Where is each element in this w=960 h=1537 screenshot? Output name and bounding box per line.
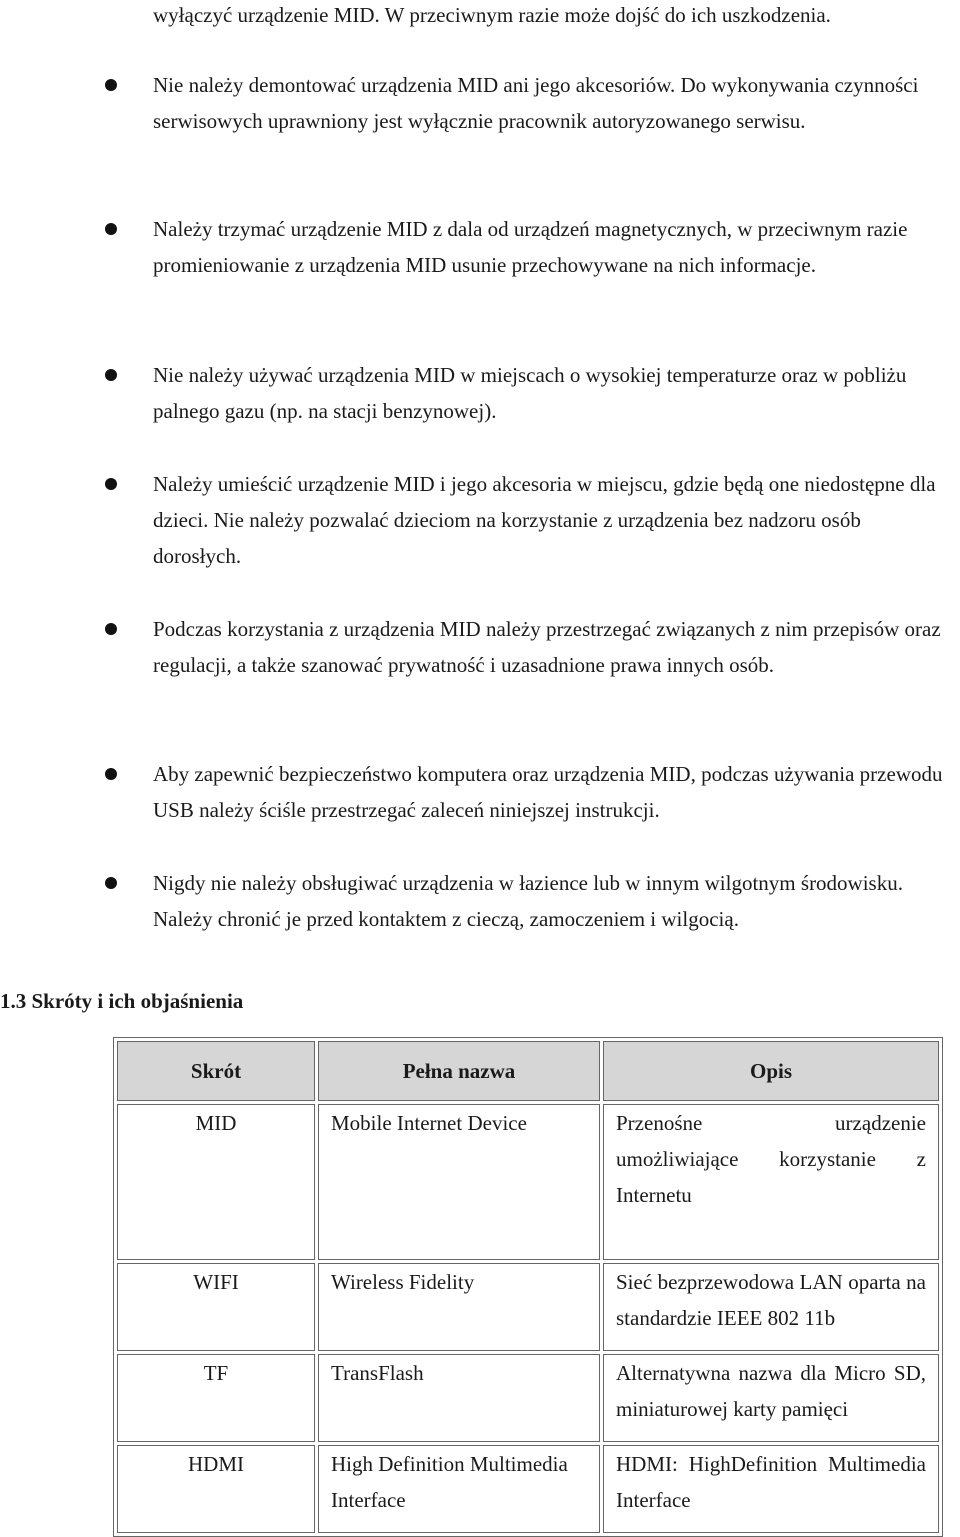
table-row [117,1354,939,1442]
bullet-dot-icon [105,223,117,235]
bullet-dot-icon [105,478,117,490]
list-item-text: Należy umieścić urządzenie MID i jego akcesoria w miejscu, gdzie będą one niedostępne dla dzieci. Nie należy pozwalać dzieciom na korzystanie z urządzenia bez nadzoru osób dorosłych. [153,472,936,568]
bullet-dot-icon [105,768,117,780]
cell-abbreviation: WIFI [117,1263,315,1351]
list-item-text: Nie należy używać urządzenia MID w miejscach o wysokiej temperaturze oraz w pobliżu palnego gazu (np. na stacji benzynowej). [153,363,907,423]
list-item-text: Nigdy nie należy obsługiwać urządzenia w łazience lub w innym wilgotnym środowisku. Należy chronić je przed kontaktem z cieczą, zamoczeniem i wilgocią. [153,871,903,931]
list-item-text: Podczas korzystania z urządzenia MID należy przestrzegać związanych z nim przepisów oraz regulacji, a także szanować prywatność i uzasadnione prawa innych osób. [153,617,941,677]
list-item-text: Nie należy demontować urządzenia MID ani jego akcesoriów. Do wykonywania czynności serwisowych uprawniony jest wyłącznie pracownik autoryzowanego serwisu. [153,73,919,133]
abbreviations-table [113,1037,943,1537]
bullet-dot-icon [105,623,117,635]
cell-description: Przenośne urządzenie umożliwiające korzystanie z Internetu [603,1104,939,1260]
cell-full-name: High Definition Multimedia Interface [318,1445,600,1533]
cell-full-name: Wireless Fidelity [318,1263,600,1351]
section-heading: 1.3 Skróty i ich objaśnienia [0,989,244,1013]
bullet-dot-icon [105,369,117,381]
cell-abbreviation: TF [117,1354,315,1442]
cell-description: Sieć bezprzewodowa LAN oparta na standardzie IEEE 802 11b [603,1263,939,1351]
table-row [117,1104,939,1260]
cell-description: HDMI: HighDefinition Multimedia Interface [603,1445,939,1533]
list-item-text: Należy trzymać urządzenie MID z dala od urządzeń magnetycznych, w przeciwnym razie promieniowanie z urządzenia MID usunie przechowywane na nich informacje. [153,217,908,277]
cell-abbreviation: MID [117,1104,315,1260]
table-row [117,1263,939,1351]
bullet-dot-icon [105,877,117,889]
header-description: Opis [603,1041,939,1101]
cell-full-name: Mobile Internet Device [318,1104,600,1260]
bullet-dot-icon [105,79,117,91]
list-item-text: Aby zapewnić bezpieczeństwo komputera oraz urządzenia MID, podczas używania przewodu USB należy ściśle przestrzegać zaleceń niniejszej instrukcji. [153,762,943,822]
intro-line: wyłączyć urządzenie MID. W przeciwnym razie może dojść do ich uszkodzenia. [153,3,831,27]
cell-abbreviation: HDMI [117,1445,315,1533]
cell-full-name: TransFlash [318,1354,600,1442]
header-full-name: Pełna nazwa [318,1041,600,1101]
header-abbreviation: Skrót [117,1041,315,1101]
table-row [117,1445,939,1533]
table-header-row [117,1041,939,1101]
cell-description: Alternatywna nazwa dla Micro SD, miniaturowej karty pamięci [603,1354,939,1442]
